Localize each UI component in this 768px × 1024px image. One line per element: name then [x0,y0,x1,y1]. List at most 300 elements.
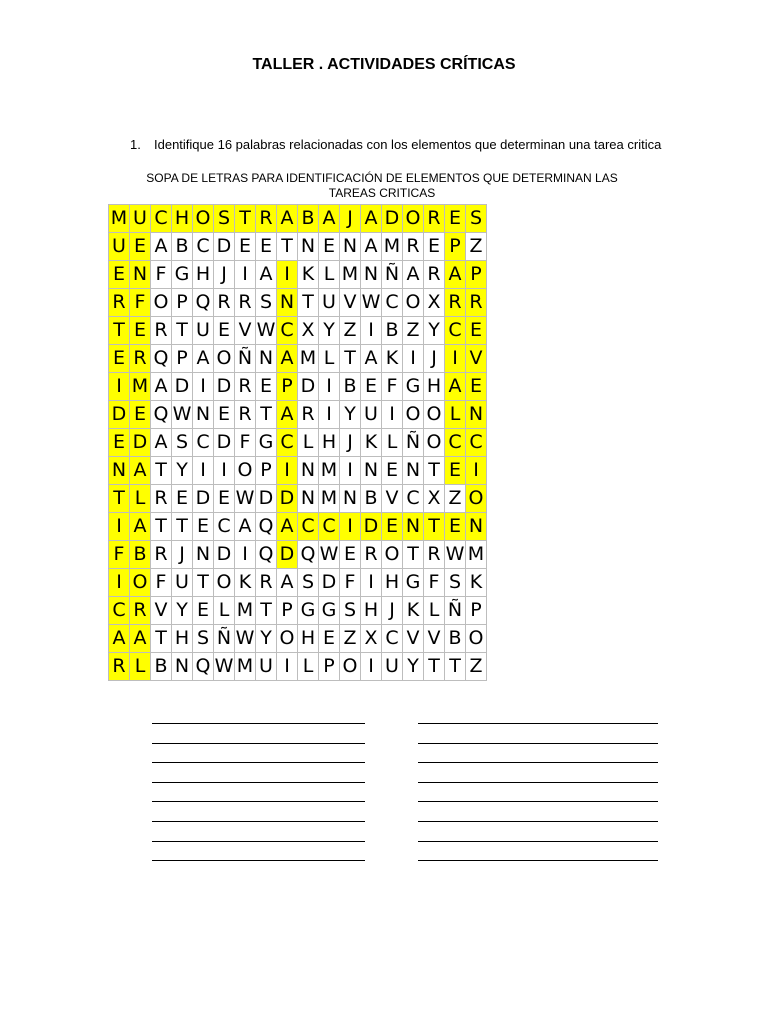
grid-cell[interactable]: Ñ [214,625,235,653]
grid-cell[interactable]: C [445,317,466,345]
grid-cell[interactable]: N [298,233,319,261]
grid-cell[interactable]: E [109,261,130,289]
grid-cell[interactable]: A [151,373,172,401]
grid-cell[interactable]: Z [403,317,424,345]
answer-line[interactable] [418,723,658,724]
grid-cell[interactable]: I [319,401,340,429]
grid-cell[interactable]: E [319,233,340,261]
grid-cell[interactable]: E [193,513,214,541]
grid-cell[interactable]: E [445,513,466,541]
grid-cell[interactable]: W [319,541,340,569]
grid-cell[interactable]: R [109,653,130,681]
grid-cell[interactable]: J [340,429,361,457]
grid-cell[interactable]: E [235,233,256,261]
grid-cell[interactable]: F [382,373,403,401]
grid-cell[interactable]: R [256,205,277,233]
grid-cell[interactable]: C [109,597,130,625]
grid-cell[interactable]: P [466,597,487,625]
grid-cell[interactable]: D [298,373,319,401]
grid-cell[interactable]: A [319,205,340,233]
grid-cell[interactable]: J [424,345,445,373]
grid-cell[interactable]: U [130,205,151,233]
grid-cell[interactable]: F [151,569,172,597]
grid-cell[interactable]: L [130,485,151,513]
grid-cell[interactable]: D [319,569,340,597]
grid-cell[interactable]: W [214,653,235,681]
grid-cell[interactable]: O [403,401,424,429]
grid-cell[interactable]: M [382,233,403,261]
grid-cell[interactable]: H [172,205,193,233]
grid-cell[interactable]: Q [193,653,214,681]
grid-cell[interactable]: Z [445,485,466,513]
grid-cell[interactable]: P [277,373,298,401]
grid-cell[interactable]: Y [424,317,445,345]
grid-cell[interactable]: P [172,345,193,373]
grid-cell[interactable]: T [340,345,361,373]
grid-cell[interactable]: F [130,289,151,317]
grid-cell[interactable]: I [361,653,382,681]
grid-cell[interactable]: C [193,429,214,457]
grid-cell[interactable]: I [382,401,403,429]
grid-cell[interactable]: H [172,625,193,653]
grid-cell[interactable]: R [361,541,382,569]
grid-cell[interactable]: F [151,261,172,289]
grid-cell[interactable]: N [277,289,298,317]
grid-cell[interactable]: B [382,317,403,345]
grid-cell[interactable]: Z [466,653,487,681]
grid-cell[interactable]: D [214,233,235,261]
grid-cell[interactable]: A [235,513,256,541]
answer-line[interactable] [418,743,658,744]
grid-cell[interactable]: N [403,457,424,485]
grid-cell[interactable]: R [424,541,445,569]
grid-cell[interactable]: O [424,429,445,457]
answer-line[interactable] [418,801,658,802]
grid-cell[interactable]: T [298,289,319,317]
grid-cell[interactable]: D [214,373,235,401]
grid-cell[interactable]: C [382,625,403,653]
grid-cell[interactable]: X [424,485,445,513]
grid-cell[interactable]: U [361,401,382,429]
grid-cell[interactable]: U [172,569,193,597]
grid-cell[interactable]: E [382,457,403,485]
grid-cell[interactable]: A [109,625,130,653]
grid-cell[interactable]: O [151,289,172,317]
grid-cell[interactable]: I [235,261,256,289]
grid-cell[interactable]: A [277,401,298,429]
answer-line[interactable] [152,782,365,783]
grid-cell[interactable]: R [235,289,256,317]
grid-cell[interactable]: N [256,345,277,373]
grid-cell[interactable]: Ñ [235,345,256,373]
grid-cell[interactable]: E [130,233,151,261]
grid-cell[interactable]: T [172,513,193,541]
grid-cell[interactable]: B [172,233,193,261]
grid-cell[interactable]: R [130,597,151,625]
grid-cell[interactable]: K [403,597,424,625]
grid-cell[interactable]: E [214,485,235,513]
grid-cell[interactable]: C [403,485,424,513]
grid-cell[interactable]: I [109,513,130,541]
grid-cell[interactable]: A [193,345,214,373]
answer-line[interactable] [152,860,365,861]
grid-cell[interactable]: G [403,373,424,401]
grid-cell[interactable]: O [382,541,403,569]
grid-cell[interactable]: L [319,261,340,289]
grid-cell[interactable]: L [298,653,319,681]
grid-cell[interactable]: E [214,401,235,429]
grid-cell[interactable]: T [151,457,172,485]
grid-cell[interactable]: A [277,569,298,597]
grid-cell[interactable]: W [235,625,256,653]
grid-cell[interactable]: A [256,261,277,289]
grid-cell[interactable]: O [193,205,214,233]
grid-cell[interactable]: L [424,597,445,625]
grid-cell[interactable]: T [256,401,277,429]
grid-cell[interactable]: D [130,429,151,457]
grid-cell[interactable]: I [277,457,298,485]
grid-cell[interactable]: J [382,597,403,625]
grid-cell[interactable]: D [256,485,277,513]
grid-cell[interactable]: A [361,233,382,261]
grid-cell[interactable]: M [340,261,361,289]
grid-cell[interactable]: A [277,513,298,541]
grid-cell[interactable]: A [277,345,298,373]
answer-line[interactable] [152,743,365,744]
grid-cell[interactable]: R [109,289,130,317]
grid-cell[interactable]: W [256,317,277,345]
grid-cell[interactable]: B [130,541,151,569]
grid-cell[interactable]: L [298,429,319,457]
grid-cell[interactable]: R [235,373,256,401]
grid-cell[interactable]: Ñ [403,429,424,457]
grid-cell[interactable]: A [445,373,466,401]
grid-cell[interactable]: Q [256,513,277,541]
grid-cell[interactable]: V [151,597,172,625]
grid-cell[interactable]: S [340,597,361,625]
grid-cell[interactable]: W [445,541,466,569]
grid-cell[interactable]: Y [256,625,277,653]
grid-cell[interactable]: I [340,457,361,485]
grid-cell[interactable]: C [298,513,319,541]
grid-cell[interactable]: W [172,401,193,429]
grid-cell[interactable]: G [319,597,340,625]
grid-cell[interactable]: R [256,569,277,597]
grid-cell[interactable]: C [445,429,466,457]
grid-cell[interactable]: O [214,345,235,373]
grid-cell[interactable]: S [214,205,235,233]
grid-cell[interactable]: E [382,513,403,541]
grid-cell[interactable]: Ñ [445,597,466,625]
grid-cell[interactable]: S [193,625,214,653]
grid-cell[interactable]: S [172,429,193,457]
grid-cell[interactable]: H [424,373,445,401]
grid-cell[interactable]: H [193,261,214,289]
grid-cell[interactable]: Y [172,597,193,625]
grid-cell[interactable]: A [361,345,382,373]
grid-cell[interactable]: N [193,541,214,569]
grid-cell[interactable]: N [172,653,193,681]
grid-cell[interactable]: I [214,457,235,485]
answer-line[interactable] [152,762,365,763]
grid-cell[interactable]: R [445,289,466,317]
grid-cell[interactable]: C [193,233,214,261]
answer-line[interactable] [418,762,658,763]
grid-cell[interactable]: R [151,317,172,345]
grid-cell[interactable]: O [466,625,487,653]
grid-cell[interactable]: L [214,597,235,625]
grid-cell[interactable]: I [277,653,298,681]
grid-cell[interactable]: T [109,485,130,513]
grid-cell[interactable]: W [235,485,256,513]
grid-cell[interactable]: Y [340,401,361,429]
grid-cell[interactable]: N [361,457,382,485]
grid-cell[interactable]: E [445,205,466,233]
grid-cell[interactable]: L [319,345,340,373]
grid-cell[interactable]: R [424,205,445,233]
grid-cell[interactable]: E [256,233,277,261]
grid-cell[interactable]: D [277,541,298,569]
grid-cell[interactable]: N [340,485,361,513]
grid-cell[interactable]: V [235,317,256,345]
grid-cell[interactable]: E [130,317,151,345]
grid-cell[interactable]: O [340,653,361,681]
grid-cell[interactable]: P [256,457,277,485]
grid-cell[interactable]: E [466,317,487,345]
grid-cell[interactable]: N [193,401,214,429]
grid-cell[interactable]: J [214,261,235,289]
grid-cell[interactable]: C [214,513,235,541]
grid-cell[interactable]: P [277,597,298,625]
grid-cell[interactable]: T [424,653,445,681]
grid-cell[interactable]: H [382,569,403,597]
grid-cell[interactable]: U [319,289,340,317]
grid-cell[interactable]: R [466,289,487,317]
grid-cell[interactable]: R [298,401,319,429]
grid-cell[interactable]: O [235,457,256,485]
grid-cell[interactable]: D [214,429,235,457]
grid-cell[interactable]: D [361,513,382,541]
grid-cell[interactable]: T [277,233,298,261]
grid-cell[interactable]: V [340,289,361,317]
answer-line[interactable] [418,841,658,842]
grid-cell[interactable]: O [403,205,424,233]
grid-cell[interactable]: R [424,261,445,289]
grid-cell[interactable]: W [361,289,382,317]
answer-line[interactable] [418,860,658,861]
grid-cell[interactable]: S [445,569,466,597]
grid-cell[interactable]: I [466,457,487,485]
grid-cell[interactable]: Q [193,289,214,317]
grid-cell[interactable]: H [319,429,340,457]
grid-cell[interactable]: C [466,429,487,457]
grid-cell[interactable]: D [277,485,298,513]
grid-cell[interactable]: T [445,653,466,681]
grid-cell[interactable]: E [214,317,235,345]
grid-cell[interactable]: I [193,457,214,485]
grid-cell[interactable]: D [382,205,403,233]
grid-cell[interactable]: I [109,569,130,597]
grid-cell[interactable]: B [445,625,466,653]
grid-cell[interactable]: Z [340,317,361,345]
grid-cell[interactable]: F [109,541,130,569]
grid-cell[interactable]: V [424,625,445,653]
grid-cell[interactable]: M [319,485,340,513]
grid-cell[interactable]: N [130,261,151,289]
grid-cell[interactable]: I [445,345,466,373]
grid-cell[interactable]: V [466,345,487,373]
grid-cell[interactable]: R [403,233,424,261]
grid-cell[interactable]: X [361,625,382,653]
grid-cell[interactable]: T [151,625,172,653]
grid-cell[interactable]: R [235,401,256,429]
grid-cell[interactable]: U [193,317,214,345]
grid-cell[interactable]: B [340,373,361,401]
grid-cell[interactable]: H [361,597,382,625]
grid-cell[interactable]: I [361,569,382,597]
grid-cell[interactable]: A [151,429,172,457]
grid-cell[interactable]: E [172,485,193,513]
grid-cell[interactable]: A [130,457,151,485]
grid-cell[interactable]: K [235,569,256,597]
grid-cell[interactable]: T [424,513,445,541]
grid-cell[interactable]: M [298,345,319,373]
grid-cell[interactable]: T [109,317,130,345]
grid-cell[interactable]: M [109,205,130,233]
grid-cell[interactable]: L [130,653,151,681]
grid-cell[interactable]: A [403,261,424,289]
grid-cell[interactable]: E [361,373,382,401]
grid-cell[interactable]: A [361,205,382,233]
grid-cell[interactable]: Q [151,401,172,429]
grid-cell[interactable]: N [466,513,487,541]
answer-line[interactable] [152,841,365,842]
grid-cell[interactable]: B [298,205,319,233]
grid-cell[interactable]: E [319,625,340,653]
grid-cell[interactable]: P [172,289,193,317]
answer-line[interactable] [152,723,365,724]
grid-cell[interactable]: I [235,541,256,569]
grid-cell[interactable]: B [151,653,172,681]
grid-cell[interactable]: E [424,233,445,261]
grid-cell[interactable]: Z [466,233,487,261]
grid-cell[interactable]: D [193,485,214,513]
grid-cell[interactable]: U [256,653,277,681]
grid-cell[interactable]: C [319,513,340,541]
grid-cell[interactable]: Q [151,345,172,373]
grid-cell[interactable]: N [466,401,487,429]
grid-cell[interactable]: T [235,205,256,233]
grid-cell[interactable]: F [235,429,256,457]
grid-cell[interactable]: S [466,205,487,233]
grid-cell[interactable]: B [361,485,382,513]
grid-cell[interactable]: A [151,233,172,261]
grid-cell[interactable]: I [277,261,298,289]
grid-cell[interactable]: L [382,429,403,457]
grid-cell[interactable]: A [130,513,151,541]
grid-cell[interactable]: F [424,569,445,597]
grid-cell[interactable]: O [424,401,445,429]
grid-cell[interactable]: M [235,597,256,625]
grid-cell[interactable]: I [319,373,340,401]
grid-cell[interactable]: N [340,233,361,261]
grid-cell[interactable]: V [403,625,424,653]
grid-cell[interactable]: G [172,261,193,289]
grid-cell[interactable]: I [361,317,382,345]
grid-cell[interactable]: R [214,289,235,317]
grid-cell[interactable]: I [340,513,361,541]
grid-cell[interactable]: E [109,345,130,373]
grid-cell[interactable]: A [445,261,466,289]
grid-cell[interactable]: O [466,485,487,513]
answer-line[interactable] [418,821,658,822]
grid-cell[interactable]: E [340,541,361,569]
grid-cell[interactable]: R [151,485,172,513]
grid-cell[interactable]: J [172,541,193,569]
grid-cell[interactable]: O [130,569,151,597]
grid-cell[interactable]: S [256,289,277,317]
grid-cell[interactable]: G [256,429,277,457]
grid-cell[interactable]: I [403,345,424,373]
grid-cell[interactable]: Y [403,653,424,681]
grid-cell[interactable]: O [403,289,424,317]
grid-cell[interactable]: C [277,317,298,345]
grid-cell[interactable]: R [130,345,151,373]
grid-cell[interactable]: Z [340,625,361,653]
grid-cell[interactable]: Ñ [382,261,403,289]
grid-cell[interactable]: T [172,317,193,345]
grid-cell[interactable]: E [109,429,130,457]
grid-cell[interactable]: X [424,289,445,317]
grid-cell[interactable]: D [109,401,130,429]
grid-cell[interactable]: N [109,457,130,485]
grid-cell[interactable]: C [277,429,298,457]
grid-cell[interactable]: N [361,261,382,289]
grid-cell[interactable]: U [382,653,403,681]
grid-cell[interactable]: N [298,485,319,513]
grid-cell[interactable]: Q [256,541,277,569]
grid-cell[interactable]: E [256,373,277,401]
answer-line[interactable] [152,801,365,802]
grid-cell[interactable]: C [151,205,172,233]
grid-cell[interactable]: L [445,401,466,429]
grid-cell[interactable]: T [193,569,214,597]
grid-cell[interactable]: G [298,597,319,625]
grid-cell[interactable]: P [319,653,340,681]
grid-cell[interactable]: T [424,457,445,485]
grid-cell[interactable]: Q [298,541,319,569]
grid-cell[interactable]: E [193,597,214,625]
grid-cell[interactable]: I [109,373,130,401]
grid-cell[interactable]: I [193,373,214,401]
grid-cell[interactable]: S [298,569,319,597]
grid-cell[interactable]: N [403,513,424,541]
grid-cell[interactable]: H [298,625,319,653]
grid-cell[interactable]: M [319,457,340,485]
grid-cell[interactable]: T [403,541,424,569]
grid-cell[interactable]: J [340,205,361,233]
grid-cell[interactable]: Y [319,317,340,345]
grid-cell[interactable]: P [466,261,487,289]
grid-cell[interactable]: M [130,373,151,401]
grid-cell[interactable]: Y [172,457,193,485]
grid-cell[interactable]: R [151,541,172,569]
grid-cell[interactable]: G [403,569,424,597]
grid-cell[interactable]: D [214,541,235,569]
grid-cell[interactable]: K [382,345,403,373]
grid-cell[interactable]: X [298,317,319,345]
grid-cell[interactable]: F [340,569,361,597]
